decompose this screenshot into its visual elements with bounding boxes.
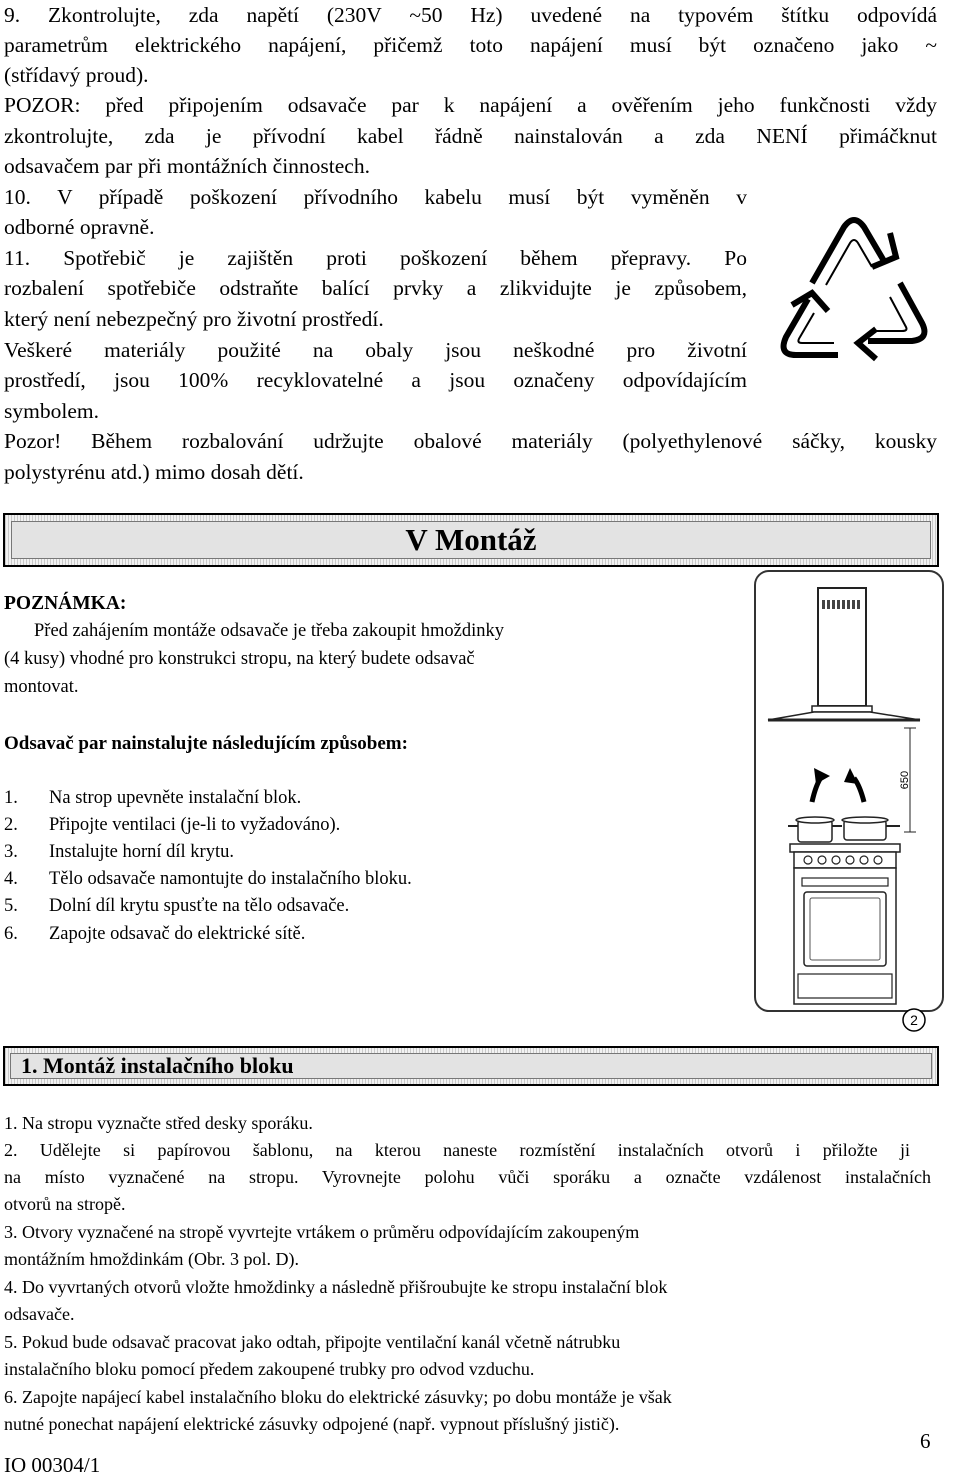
- list-text: Zapojte odsavač do elektrické sítě.: [49, 924, 306, 944]
- text-line: Veškeré materiály použité na obaly jsou neškodné pro životní: [4, 338, 747, 362]
- text-line: 11. Spotřebič je zajištěn proti poškození během přepravy. Po: [4, 246, 747, 270]
- page-number: 6: [920, 1429, 931, 1453]
- text-line: 4. Do vyvrtaných otvorů vložte hmoždinky a následně přišroubujte ke stropu instalační blok: [4, 1277, 668, 1297]
- text-line: 10. V případě poškození přívodního kabelu musí být vyměněn v: [4, 185, 747, 209]
- text-line: polystyrénu atd.) mimo dosah dětí.: [4, 460, 304, 484]
- text-line: 5. Pokud bude odsavač pracovat jako odtah, připojte ventilační kanál včetně nátrubku: [4, 1332, 621, 1352]
- text-line: 9. Zkontrolujte, zda napětí (230V ~50 Hz) uvedené na typovém štítku odpovídá: [4, 3, 937, 27]
- text-line: instalačního bloku pomocí předem zakoupené trubky pro odvod vzduchu.: [4, 1359, 535, 1379]
- text-line: 3. Otvory vyznačené na stropě vyvrtejte vrtákem o průměru odpovídajícím zakoupeným: [4, 1222, 640, 1242]
- text-line: odsavačem par při montážních činnostech.: [4, 154, 370, 178]
- section-heading: V Montáž: [405, 522, 537, 557]
- document-code: IO 00304/1: [4, 1453, 101, 1477]
- text-line: odsavače.: [4, 1304, 75, 1324]
- text-line: 6. Zapojte napájecí kabel instalačního bloku do elektrické zásuvky; po dobu montáže je však: [4, 1387, 672, 1407]
- text-line: parametrům elektrického napájení, přičemž toto napájení musí být označeno jako ~: [4, 33, 937, 57]
- note-text: (4 kusy) vhodné pro konstrukci stropu, na který budete odsavač: [4, 649, 475, 669]
- note-label: POZNÁMKA:: [4, 593, 127, 614]
- text-line: který není nebezpečný pro životní prostředí.: [4, 307, 384, 331]
- list-number: 6.: [4, 924, 18, 944]
- installation-figure: [754, 570, 944, 1035]
- text-line: 1. Na stropu vyznačte střed desky sporáku.: [4, 1113, 313, 1133]
- text-line: na místo vyznačené na stropu. Vyrovnejte polohu vůči sporáku a označte vzdálenost instalačních: [4, 1167, 931, 1187]
- list-text: Tělo odsavače namontujte do instalačního bloku.: [49, 869, 412, 889]
- list-number: 3.: [4, 842, 18, 862]
- section-heading-banner: [3, 513, 939, 567]
- text-line: POZOR: před připojením odsavače par k napájení a ověřením jeho funkčnosti vždy: [4, 93, 937, 117]
- subsection-heading: 1. Montáž instalačního bloku: [21, 1053, 294, 1078]
- text-line: montážním hmoždinkám (Obr. 3 pol. D).: [4, 1249, 299, 1269]
- list-number: 2.: [4, 815, 18, 835]
- text-line: nutné ponechat napájení elektrické zásuvky odpojené (např. vypnout příslušný jistič).: [4, 1414, 620, 1434]
- list-text: Na strop upevněte instalační blok.: [49, 788, 302, 808]
- text-line: symbolem.: [4, 399, 99, 423]
- figure-number: 2: [910, 1012, 918, 1028]
- note-text: Před zahájením montáže odsavače je třeba zakoupit hmoždinky: [34, 621, 505, 641]
- list-number: 1.: [4, 788, 18, 808]
- list-text: Dolní díl krytu spusťte na tělo odsavače.: [49, 896, 350, 916]
- subsection-heading-banner: [3, 1046, 939, 1086]
- text-line: Pozor! Během rozbalování udržujte obalové materiály (polyethylenové sáčky, kousky: [4, 429, 937, 453]
- recycling-icon: [772, 205, 937, 377]
- list-text: Připojte ventilaci (je-li to vyžadováno).: [49, 815, 341, 835]
- install-heading: Odsavač par nainstalujte následujícím způsobem:: [4, 733, 408, 754]
- text-line: zkontrolujte, zda je přívodní kabel řádně nainstalován a zda NENÍ přimáčknut: [4, 124, 937, 148]
- list-number: 4.: [4, 869, 18, 889]
- text-line: prostředí, jsou 100% recyklovatelné a jsou označeny odpovídajícím: [4, 368, 747, 392]
- text-line: otvorů na stropě.: [4, 1194, 126, 1214]
- list-number: 5.: [4, 896, 18, 916]
- list-text: Instalujte horní díl krytu.: [49, 842, 234, 862]
- hood-stove-illustration: [754, 570, 944, 1035]
- text-line: 2. Udělejte si papírovou šablonu, na kterou naneste rozmístění instalačních otvorů i přiložte ji: [4, 1140, 910, 1160]
- text-line: rozbalení spotřebiče odstraňte balící prvky a zlikvidujte je způsobem,: [4, 276, 747, 300]
- note-text: montovat.: [4, 677, 79, 697]
- text-line: odborné opravně.: [4, 215, 155, 239]
- dimension-label: 650: [899, 770, 911, 790]
- text-line: (střídavý proud).: [4, 63, 149, 87]
